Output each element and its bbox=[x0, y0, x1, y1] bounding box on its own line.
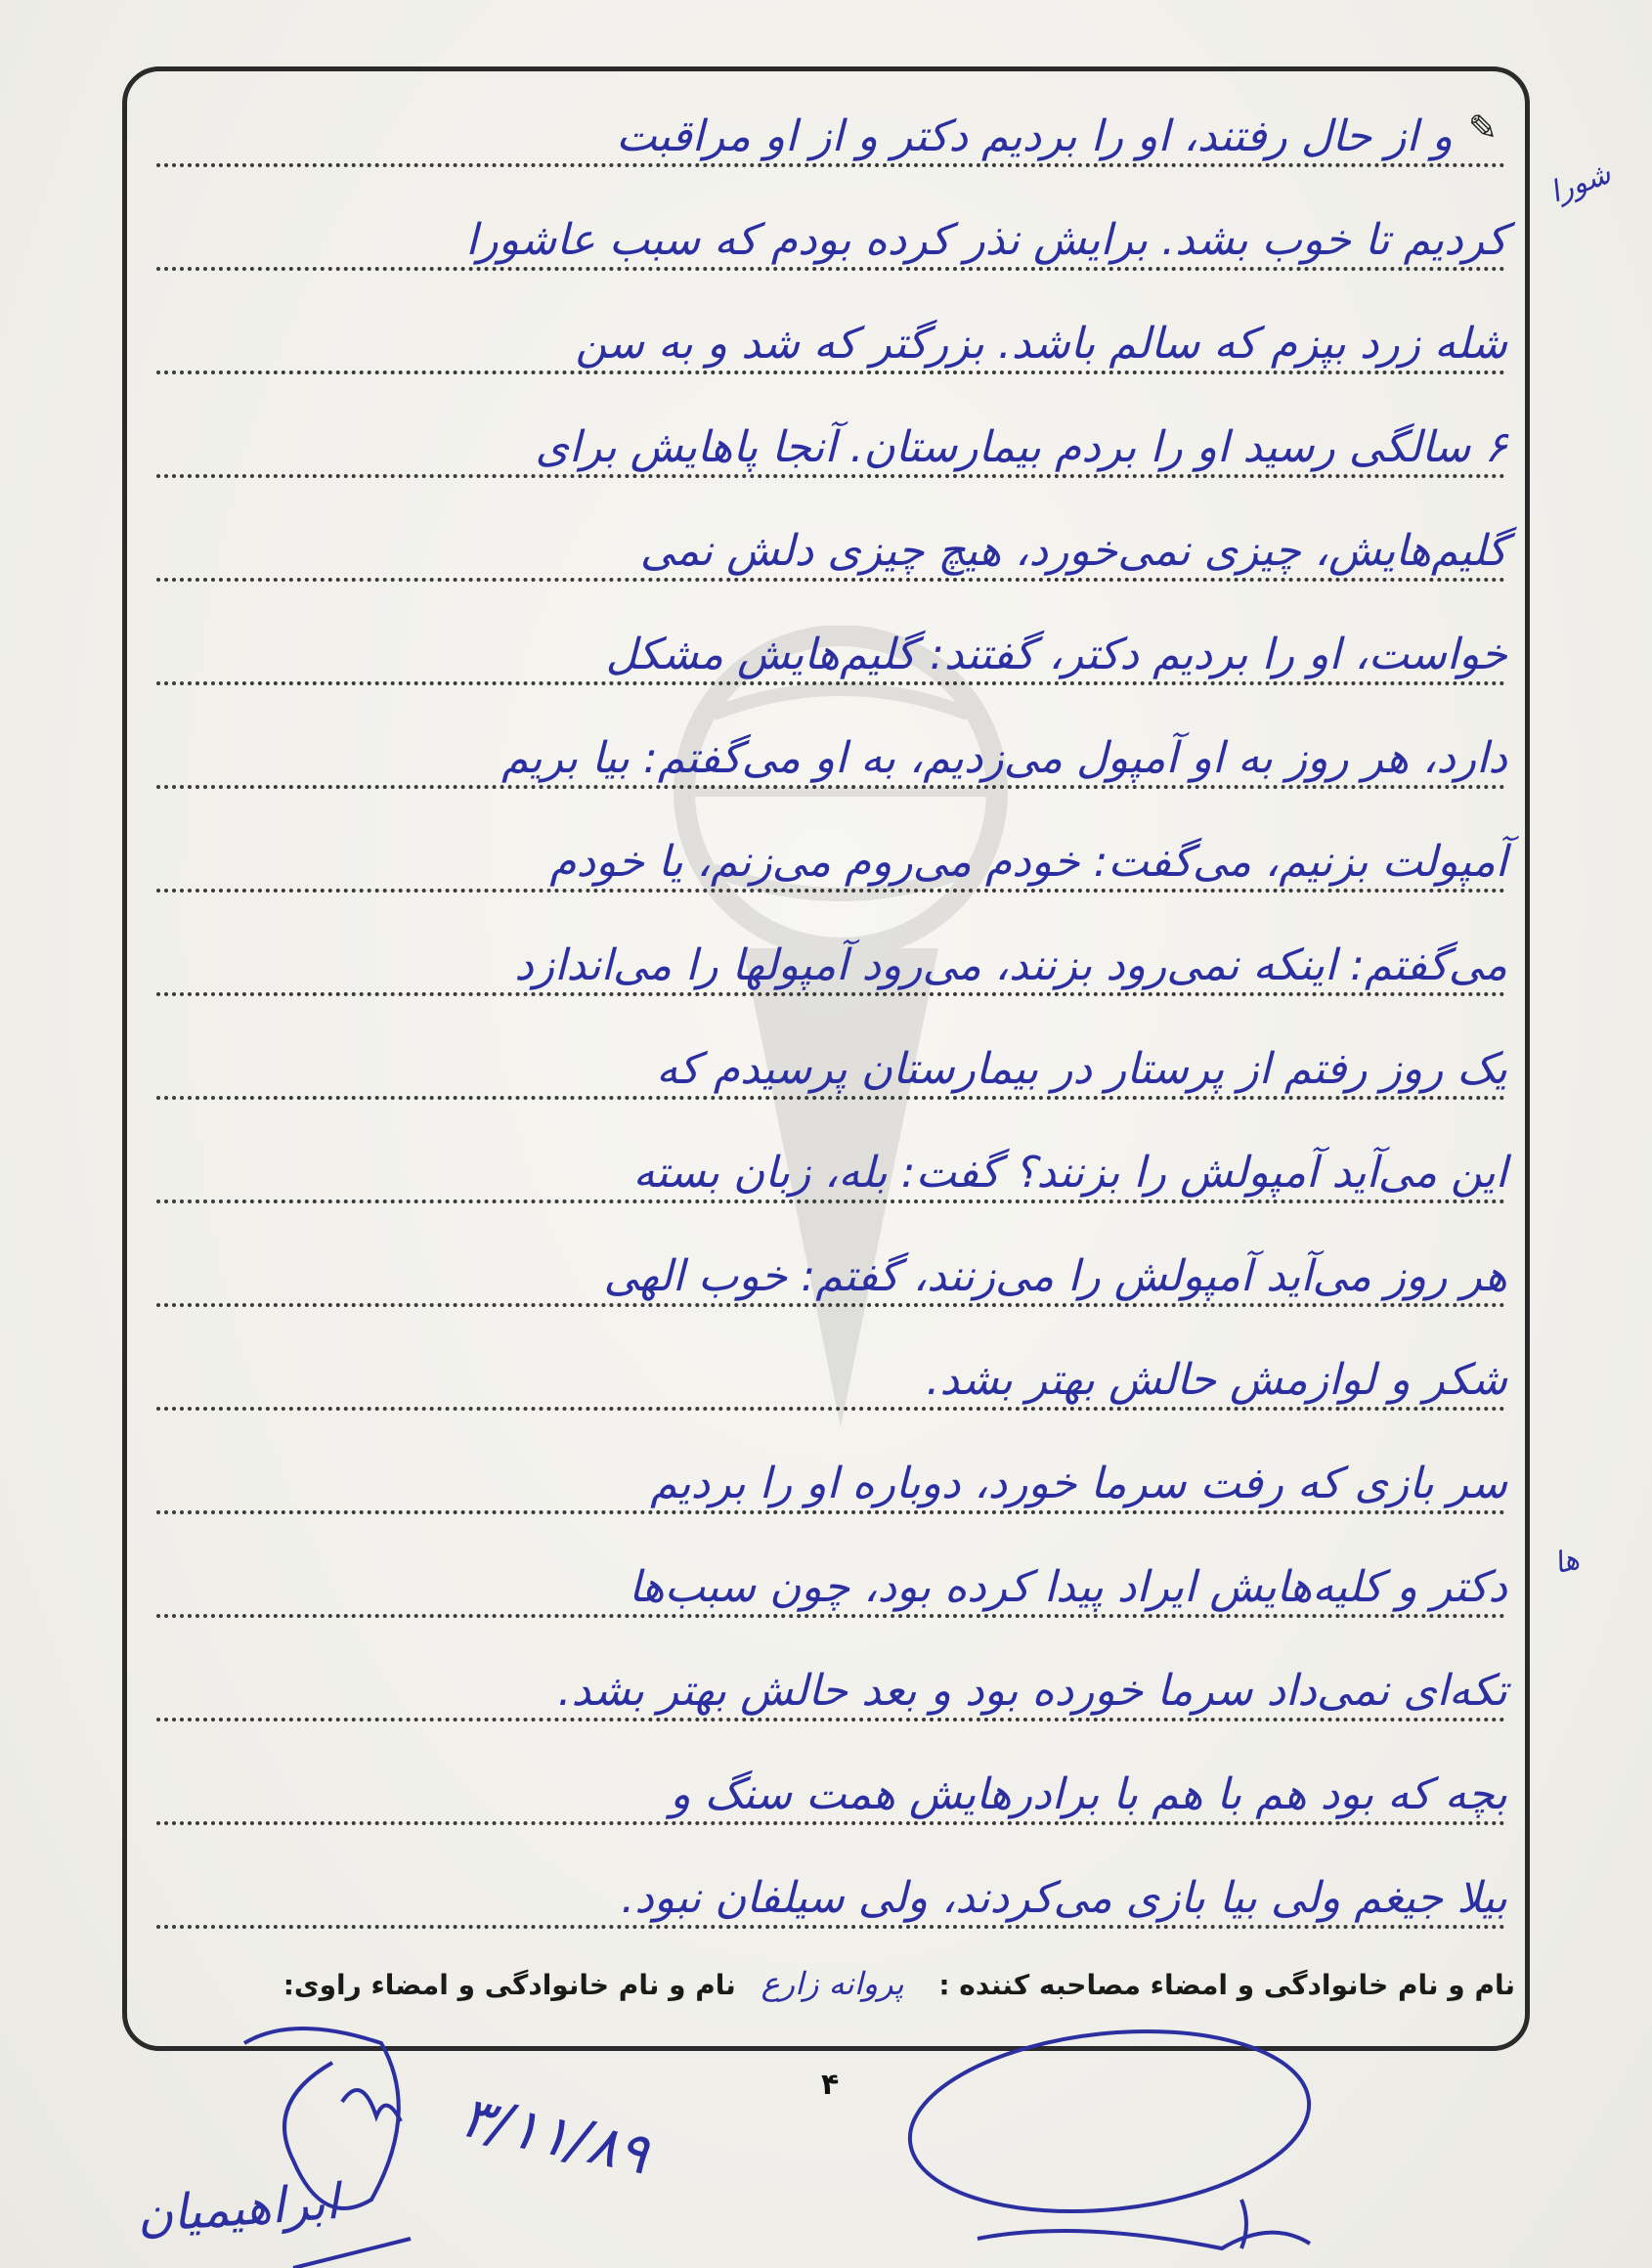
line-row bbox=[147, 1336, 1515, 1430]
dotted-rule bbox=[156, 1821, 1505, 1825]
line-row bbox=[147, 1129, 1515, 1223]
transcript-line: تکه‌ای نمی‌داد سرما خورده بود و بعد حالش بهتر بشد. bbox=[557, 1666, 1507, 1716]
dotted-rule bbox=[156, 1303, 1505, 1307]
dotted-rule bbox=[156, 1096, 1505, 1100]
narrator-label: نام و نام خانوادگی و امضاء راوی: bbox=[283, 1969, 736, 2001]
line-row bbox=[147, 404, 1515, 498]
dotted-rule bbox=[156, 163, 1505, 167]
dotted-rule bbox=[156, 1407, 1505, 1411]
line-row bbox=[147, 1854, 1515, 1948]
page-number: ۴ bbox=[821, 2068, 840, 2102]
transcript-line: شله زرد بپزم که سالم باشد. بزرگتر که شد و به سن bbox=[575, 319, 1507, 369]
transcript-line: و از حال رفتند، او را بردیم دکتر و از او مراقبت bbox=[616, 111, 1453, 161]
line-row bbox=[147, 1647, 1515, 1741]
line-row bbox=[147, 93, 1515, 187]
line-row bbox=[147, 922, 1515, 1016]
line-row bbox=[147, 1751, 1515, 1845]
dotted-rule bbox=[156, 267, 1505, 271]
interviewer-label: نام و نام خانوادگی و امضاء مصاحبه کننده : bbox=[938, 1969, 1515, 2001]
line-row bbox=[147, 715, 1515, 808]
dotted-rule bbox=[156, 371, 1505, 374]
transcript-line: هر روز می‌آید آمپولش را می‌زنند، گفتم: خوب الهی bbox=[603, 1251, 1507, 1301]
dotted-rule bbox=[156, 1199, 1505, 1203]
transcript-line: آمپولت بزنیم، می‌گفت: خودم می‌روم می‌زنم، یا خودم bbox=[549, 837, 1507, 887]
line-row bbox=[147, 196, 1515, 290]
transcript-line: یک روز رفتم از پرستار در بیمارستان پرسیدم که bbox=[656, 1044, 1507, 1094]
dotted-rule bbox=[156, 681, 1505, 685]
dotted-rule bbox=[156, 1614, 1505, 1618]
pencil-icon: ✎ bbox=[1467, 109, 1498, 149]
dotted-rule bbox=[156, 992, 1505, 996]
transcript-line: دارد، هر روز به او آمپول می‌زدیم، به او می‌گفتم: بیا بریم bbox=[501, 733, 1507, 783]
dotted-rule bbox=[156, 1510, 1505, 1514]
transcript-line: بچه که بود هم با هم با برادرهایش همت سنگ و bbox=[670, 1769, 1507, 1819]
dotted-rule bbox=[156, 1718, 1505, 1722]
margin-note: شورا bbox=[1544, 156, 1616, 210]
transcript-line: خواست، او را بردیم دکتر، گفتند: گلیم‌هایش مشکل bbox=[605, 630, 1507, 679]
transcript-line: دکتر و کلیه‌هایش ایراد پیدا کرده بود، چون سبب‌ها bbox=[629, 1562, 1507, 1612]
transcript-line: می‌گفتم: اینکه نمی‌رود بزنند، می‌رود آمپولها را می‌اندازد bbox=[514, 940, 1507, 990]
handwritten-transcript bbox=[147, 93, 1515, 1950]
line-row bbox=[147, 1025, 1515, 1119]
line-row bbox=[147, 611, 1515, 705]
margin-note: ها bbox=[1549, 1542, 1584, 1582]
transcript-line: این می‌آید آمپولش را بزنند؟ گفت: بله، زبان بسته bbox=[632, 1148, 1507, 1198]
dotted-rule bbox=[156, 785, 1505, 789]
interviewer-name: پروانه زارع bbox=[761, 1965, 904, 2002]
line-row bbox=[147, 300, 1515, 394]
transcript-line: کردیم تا خوب بشد. برایش نذر کرده بودم که سبب عاشورا bbox=[465, 215, 1507, 265]
transcript-line: گلیم‌هایش، چیزی نمی‌خورد، هیچ چیزی دلش نمی bbox=[639, 526, 1507, 576]
handwritten-date: ۳/۱۱/۸۹ bbox=[455, 2082, 655, 2188]
transcript-line: شکر و لوازمش حالش بهتر بشد. bbox=[926, 1355, 1507, 1405]
transcript-line: بیلا جیغم ولی بیا بازی می‌کردند، ولی سیلفان نبود. bbox=[621, 1873, 1507, 1923]
line-row bbox=[147, 1233, 1515, 1327]
line-row bbox=[147, 507, 1515, 601]
dotted-rule bbox=[156, 578, 1505, 582]
line-row bbox=[147, 1440, 1515, 1534]
dotted-rule bbox=[156, 474, 1505, 478]
dotted-rule bbox=[156, 1925, 1505, 1929]
transcript-line: ۶ سالگی رسید او را بردم بیمارستان. آنجا پاهایش برای bbox=[535, 422, 1507, 472]
line-row bbox=[147, 1544, 1515, 1637]
line-row bbox=[147, 818, 1515, 912]
transcript-line: سر بازی که رفت سرما خورد، دوباره او را بردیم bbox=[650, 1459, 1507, 1508]
dotted-rule bbox=[156, 889, 1505, 893]
handwritten-signer-name: ابراهیمیان bbox=[135, 2172, 341, 2245]
narrator-signature bbox=[901, 2014, 1319, 2230]
